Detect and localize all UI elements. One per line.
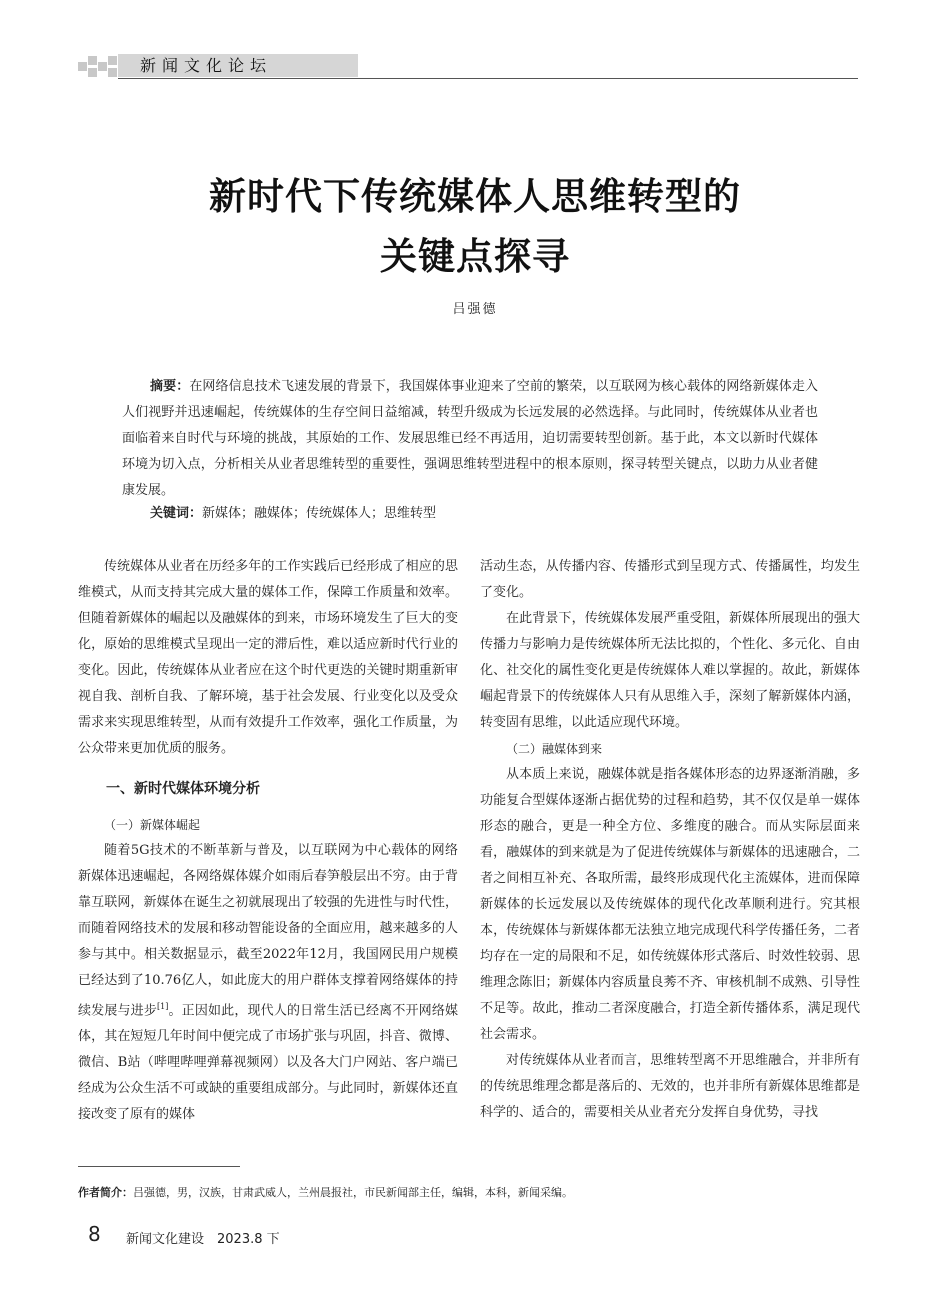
author-bio-text: 吕强德，男，汉族，甘肃武威人，兰州晨报社，市民新闻部主任，编辑，本科，新闻采编。 [133, 1186, 573, 1199]
article-title-line1: 新时代下传统媒体人思维转型的 [209, 175, 741, 218]
keywords [150, 502, 436, 521]
author-bio [78, 1184, 573, 1200]
header-decoration [78, 56, 118, 78]
article-title-line2: 关键点探寻 [380, 235, 570, 278]
subsection-heading: （一）新媒体崛起 [104, 818, 201, 832]
paragraph: 对传统媒体从业者而言，思维转型离不开思维融合，并非所有的传统思维理念都是落后的、无效的，也并非所有新媒体思维都是科学的、适合的，需要相关从业者充分发挥自身优势，寻找 [480, 1053, 860, 1120]
right-column [480, 554, 860, 1126]
journal-info: 新闻文化建设 2023.8 下 [126, 1232, 280, 1247]
paragraph: 从本质上来说，融媒体就是指各媒体形态的边界逐渐消融，多功能复合型媒体逐渐占据优势的过程和趋势，其不仅仅是单一媒体形态的融合，更是一种全方位、多维度的融合。而从实际层面来看，融媒体的到来就是为了促进传统媒体与新媒体的迅速融合，二者之间相互补充、各取所需，最终形成现代化主流媒体，进而保障新媒体的长远发展以及传统媒体的现代化改革顺利进行。究其根本，传统媒体与新媒体都无法独立地完成现代科学传播任务，二者均存在一定的局限和不足，如传统媒体形式落后、时效性较弱、思维理念陈旧；新媒体内容质量良莠不齐、审核机制不成熟、引导性不足等。故此，推动二者深度融合，打造全新传播体系，满足现代社会需求。 [480, 767, 860, 1042]
section-label: 新闻文化论坛 [118, 54, 358, 77]
author-name: 吕强德 [452, 302, 498, 317]
paragraph: 活动生态，从传播内容、传播形式到呈现方式、传播属性，均发生了变化。 [480, 559, 860, 600]
subsection-heading: （二）融媒体到来 [506, 742, 603, 756]
abstract-text: 在网络信息技术飞速发展的背景下，我国媒体事业迎来了空前的繁荣，以互联网为核心载体的网络新媒体走入人们视野并迅速崛起，传统媒体的生存空间日益缩减，转型升级成为长远发展的必然选择。与此同时，传统媒体从业者也面临着来自时代与环境的挑战，其原始的工作、发展思维已经不再适用，迫切需要转型创新。基于此，本文以新时代媒体环境为切入点，分析相关从业者思维转型的重要性，强调思维转型进程中的根本原则，探寻转型关键点，以助力从业者健康发展。 [122, 379, 818, 498]
footnote-divider [78, 1166, 240, 1167]
abstract-label: 摘要： [150, 379, 190, 394]
paragraph-text: 随着5G技术的不断革新与普及，以互联网为中心载体的网络新媒体迅速崛起，各网络媒体媒介如雨后春笋般层出不穷。由于背靠互联网，新媒体在诞生之初就展现出了较强的先进性与时代性，而随着网络技术的发展和移动智能设备的全面应用，越来越多的人参与其中。相关数据显示，截至2022年12月，我国网民用户规模已经达到了10.76亿人，如此庞大的用户群体支撑着网络媒体的持续发展与进步 [78, 843, 458, 1019]
paragraph [78, 838, 458, 1128]
paragraph: 传统媒体从业者在历经多年的工作实践后已经形成了相应的思维模式，从而支持其完成大量的媒体工作，保障工作质量和效率。但随着新媒体的崛起以及融媒体的到来，市场环境发生了巨大的变化，原始的思维模式呈现出一定的滞后性，难以适应新时代行业的变化。因此，传统媒体从业者应在这个时代更迭的关键时期重新审视自我、剖析自我、了解环境，基于社会发展、行业变化以及受众需求来实现思维转型，从而有效提升工作效率，强化工作质量，为公众带来更加优质的服务。 [78, 559, 458, 756]
header-divider [118, 78, 858, 79]
page-number: 8 [88, 1222, 101, 1246]
abstract [122, 374, 818, 504]
keywords-label: 关键词： [150, 506, 203, 521]
keywords-text: 新媒体；融媒体；传统媒体人；思维转型 [202, 506, 437, 521]
author-bio-label: 作者简介： [78, 1186, 133, 1199]
paragraph-text: 。正因如此，现代人的日常生活已经离不开网络媒体，其在短短几年时间中便完成了市场扩张与巩固，抖音、微博、微信、B站（哔哩哔哩弹幕视频网）以及各大门户网站、客户端已经成为公众生活不可或缺的重要组成部分。与此同时，新媒体还直接改变了原有的媒体 [78, 1003, 458, 1123]
citation-ref: [1] [157, 1002, 169, 1011]
paragraph: 在此背景下，传统媒体发展严重受阻，新媒体所展现出的强大传播力与影响力是传统媒体所无法比拟的，个性化、多元化、自由化、社交化的属性变化更是传统媒体人难以掌握的。故此，新媒体崛起背景下的传统媒体人只有从思维入手，深刻了解新媒体内涵，转变固有思维，以此适应现代环境。 [480, 611, 860, 730]
section-heading: 一、新时代媒体环境分析 [106, 781, 260, 797]
section-header [78, 54, 858, 82]
left-column [78, 554, 458, 1128]
